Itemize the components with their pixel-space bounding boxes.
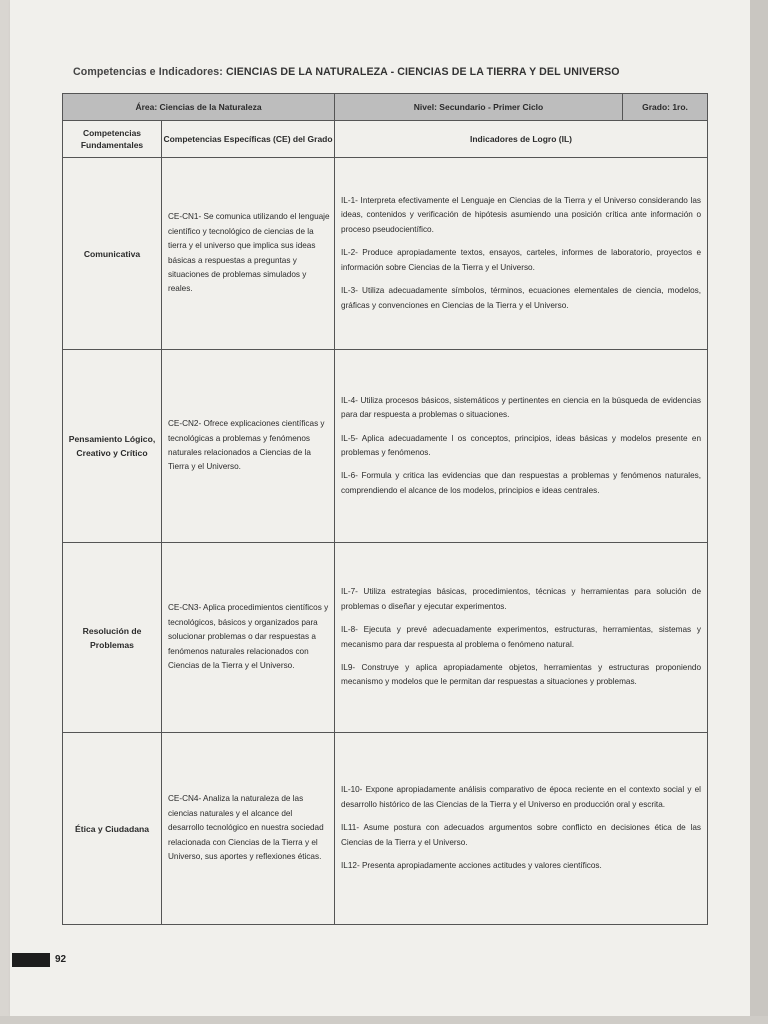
page-number-marker [12,953,50,967]
achievement-indicators [335,543,708,733]
page-title [73,66,733,78]
title-lead: Competencias e Indicadores: [73,66,223,78]
indicator: IL-7- Utiliza estrategias básicas, procedimientos, técnicas y herramientas para solución de problemas o diseñar y ejecutar experimentos. [341,587,702,611]
table-row [63,543,708,733]
indicator: IL-6- Formula y critica las evidencias que dan respuestas a problemas y fenómenos naturales, comprendiendo el alcance de los modelos, principios e ideas centrales. [341,471,702,495]
grado-cell: Grado: 1ro. [623,94,708,121]
table-row [63,158,708,350]
indicator: IL-3- Utiliza adecuadamente símbolos, términos, ecuaciones elementales de ciencia, modelos, gráficas y convenciones en Ciencias de la Tierra y el Universo. [341,286,702,310]
fundamental-competency: Pensamiento Lógico, Creativo y Crítico [63,350,162,543]
indicator: IL11- Asume postura con adecuados argumentos sobre conflicto en decisiones ética de las Ciencias de la Tierra y el Universo. [341,823,702,847]
page-bottom-edge [0,1016,768,1024]
fundamental-competency: Ética y Ciudadana [63,733,162,925]
page-edge-shadow [750,0,768,1024]
specific-competency: CE-CN4- Analiza la naturaleza de las ciencias naturales y el alcance del desarrollo tecnológico en nuestra sociedad relacionada con Ciencias de la Tierra y el Universo, sus aportes y reflexiones éticas. [162,733,335,925]
table-row [63,733,708,925]
indicator: IL-8- Ejecuta y prevé adecuadamente experimentos, estructuras, herramientas, sistemas y mecanismo para dar respuesta al problema o fenómeno natural. [341,625,702,649]
achievement-indicators [335,158,708,350]
page-number: 92 [55,954,67,965]
indicator: IL-2- Produce apropiadamente textos, ensayos, carteles, informes de laboratorio, proyectos e información sobre Ciencias de la Tierra y el Universo. [341,248,702,272]
achievement-indicators [335,733,708,925]
indicator: IL9- Construye y aplica apropiadamente objetos, herramientas y estructuras proponiendo mecanismo y modelos que le permitan dar respuestas a situaciones y problemas. [341,662,702,687]
title-subject: CIENCIAS DE LA NATURALEZA - CIENCIAS DE LA TIERRA Y DEL UNIVERSO [225,66,620,78]
indicator: IL-10- Expone apropiadamente análisis comparativo de época reciente en el contexto social y el desarrollo histórico de las Ciencias de la Tierra y el Universo en producción oral y escrita. [341,785,702,809]
specific-competency: CE-CN2- Ofrece explicaciones científicas y tecnológicas a problemas y fenómenos naturales relacionados a Ciencias de la Tierra y el Universo. [162,350,335,543]
achievement-indicators [335,350,708,543]
table-header-row [63,94,708,121]
fundamental-competency: Resolución de Problemas [63,543,162,733]
indicator: IL-5- Aplica adecuadamente l os conceptos, principios, ideas básicas y modelos presente en problemas y fenómenos. [341,433,702,457]
column-header-especificas: Competencias Específicas (CE) del Grado [162,121,335,158]
nivel-cell: Nivel: Secundario - Primer Ciclo [335,94,623,121]
indicator: IL12- Presenta apropiadamente acciones actitudes y valores científicos. [341,861,602,871]
table-row [63,350,708,543]
specific-competency: CE-CN1- Se comunica utilizando el lenguaje científico y tecnológico de ciencias de la tierra y el universo que implica sus ideas básicas a respuestas a preguntas y situaciones de problemas simulados y reales. [162,158,335,350]
specific-competency: CE-CN3- Aplica procedimientos científicos y tecnológicos, básicos y organizados para solucionar problemas o dar respuestas a fenómenos naturales relacionados con Ciencias de la Tierra y el Universo. [162,543,335,733]
fundamental-competency: Comunicativa [63,158,162,350]
column-header-indicadores: Indicadores de Logro (IL) [335,121,708,158]
area-cell: Área: Ciencias de la Naturaleza [63,94,335,121]
column-header-row [63,121,708,158]
indicator: IL-4- Utiliza procesos básicos, sistemáticos y pertinentes en ciencia en la búsqueda de evidencias para dar respuesta a problemas o situaciones. [341,395,702,420]
indicator: IL-1- Interpreta efectivamente el Lenguaje en Ciencias de la Tierra y el Universo considerando las ideas, contenidos y verificación de hipótesis asumiendo una posición crítica ante información o proceso pseudocientífico. [341,196,702,234]
column-header-fundamentales: Competencias Fundamentales [63,121,162,158]
competencies-table [62,93,708,925]
